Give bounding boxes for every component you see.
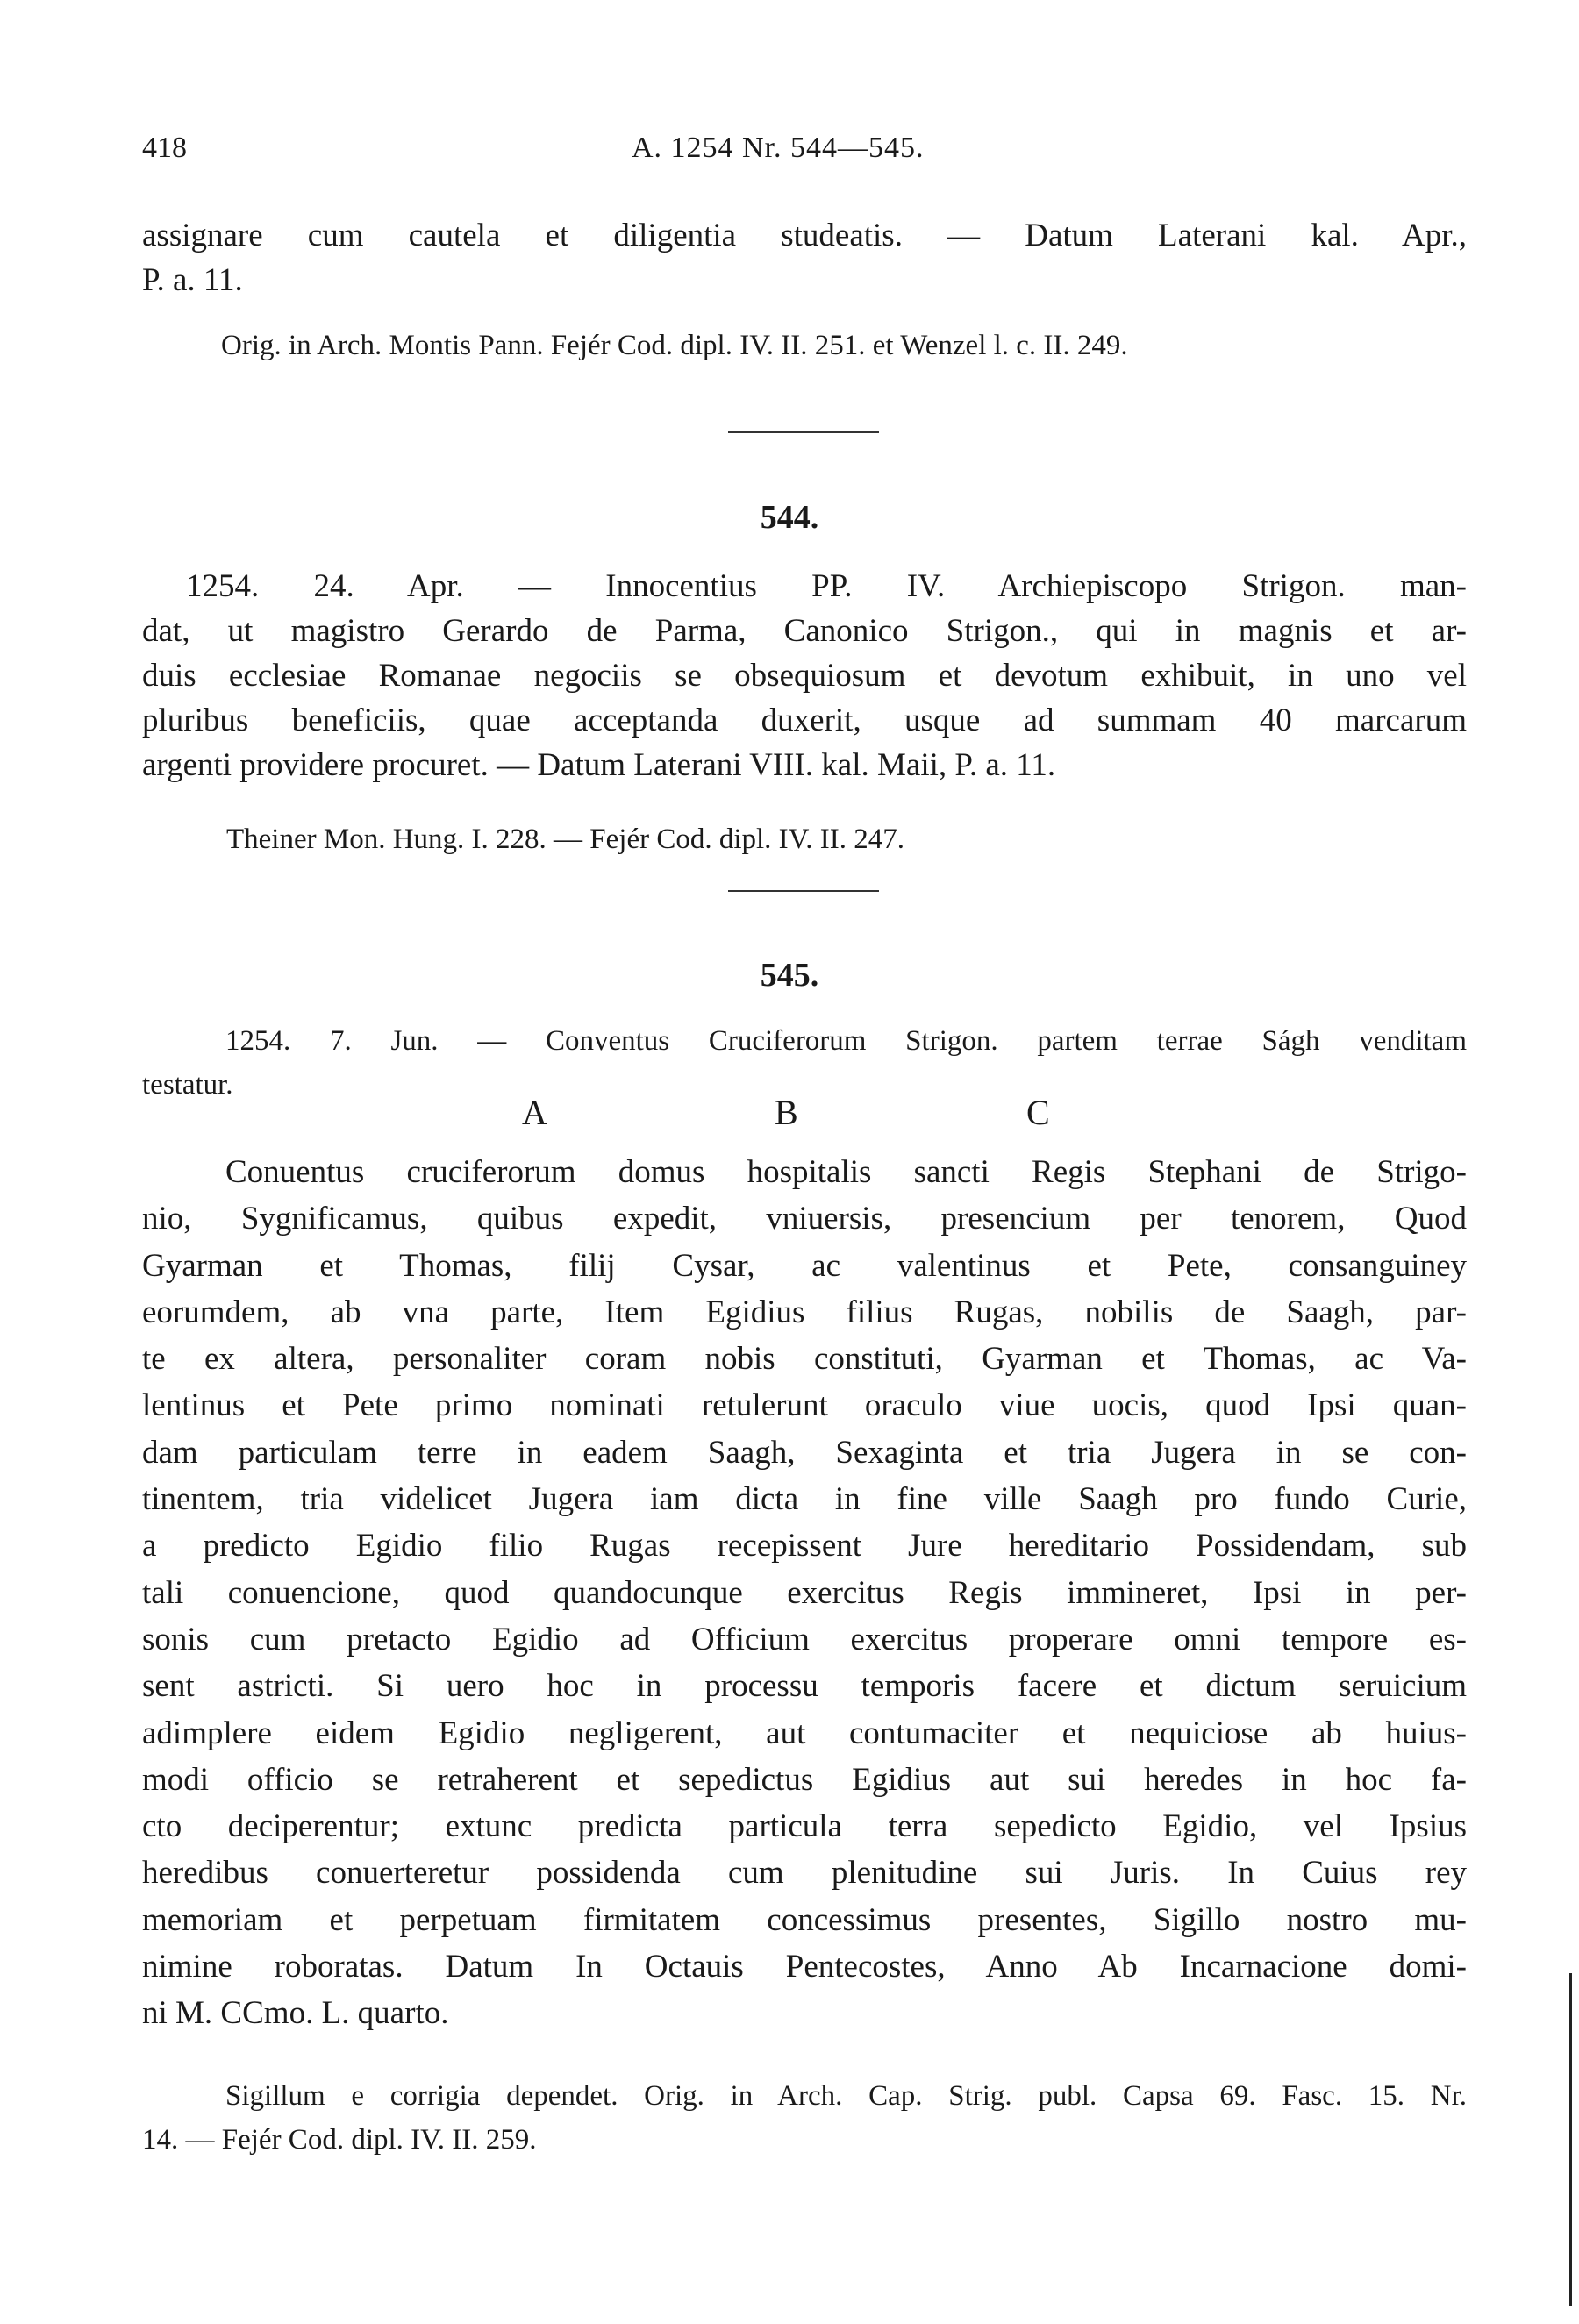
text-line: eorumdem, ab vna parte, Item Egidius filius Rugas, nobilis de Saagh, par- xyxy=(142,1294,1467,1330)
text-line: heredibus conuerteretur possidenda cum plenitudine sui Juris. In Cuius rey xyxy=(142,1855,1467,1892)
text-line: ni M. CCmo. L. quarto. xyxy=(142,1995,449,2032)
separator-rule xyxy=(728,890,879,892)
text-line: a predicto Egidio filio Rugas recepissent Jure hereditario Possidendam, sub xyxy=(142,1528,1467,1565)
page-header xyxy=(132,132,1465,175)
summary-line: 1254. 7. Jun. — Conventus Cruciferorum Strigon. partem terrae Ságh venditam xyxy=(225,1025,1467,1057)
text-line: 1254. 24. Apr. — Innocentius PP. IV. Archiepiscopo Strigon. man- xyxy=(186,568,1467,604)
prev-entry-citation xyxy=(221,324,1467,367)
entry-number-545: 545. xyxy=(760,957,819,994)
manuscript-siglum-c: C xyxy=(1026,1093,1050,1132)
text-line: P. a. 11. xyxy=(142,262,243,298)
note-line: Sigillum e corrigia dependet. Orig. in Arch. Cap. Strig. publ. Capsa 69. Fasc. 15. Nr. xyxy=(225,2080,1467,2112)
text-line: pluribus beneficiis, quae acceptanda duxerit, usque ad summam 40 marcarum xyxy=(142,702,1467,738)
text-line: modi officio se retraherent et sepedictus Egidius aut sui heredes in hoc fa- xyxy=(142,1761,1467,1798)
text-line: argenti providere procuret. — Datum Laterani VIII. kal. Maii, P. a. 11. xyxy=(142,747,1056,783)
manuscript-siglum-a: A xyxy=(522,1093,547,1132)
manuscript-siglum-b: B xyxy=(775,1093,798,1132)
text-line: nimine roboratas. Datum In Octauis Pentecostes, Anno Ab Incarnacione domi- xyxy=(142,1949,1467,1985)
text-line: te ex altera, personaliter coram nobis constituti, Gyarman et Thomas, ac Va- xyxy=(142,1341,1467,1378)
separator-rule xyxy=(728,431,879,433)
text-line: tinentem, tria videlicet Jugera iam dicta in fine ville Saagh pro fundo Curie, xyxy=(142,1481,1467,1518)
text-line: sent astricti. Si uero hoc in processu temporis facere et dictum seruicium xyxy=(142,1668,1467,1705)
prev-entry-text xyxy=(142,213,1467,303)
text-line: cto deciperentur; extunc predicta particula terra sepedicto Egidio, vel Ipsius xyxy=(142,1808,1467,1845)
text-line: Conuentus cruciferorum domus hospitalis sancti Regis Stephani de Strigo- xyxy=(225,1154,1467,1190)
text-line: lentinus et Pete primo nominati retulerunt oraculo viue uocis, quod Ipsi quan- xyxy=(142,1387,1467,1424)
text-line: memoriam et perpetuam firmitatem concessimus presentes, Sigillo nostro mu- xyxy=(142,1901,1467,1938)
page-edge-mark xyxy=(1566,1973,1572,2306)
text-line: assignare cum cautela et diligentia studeatis. — Datum Laterani kal. Apr., xyxy=(142,217,1467,253)
text-line: adimplere eidem Egidio negligerent, aut contumaciter et nequiciose ab huius- xyxy=(142,1714,1467,1751)
text-line: dat, ut magistro Gerardo de Parma, Canonico Strigon., qui in magnis et ar- xyxy=(142,613,1467,649)
citation-line: Theiner Mon. Hung. I. 228. — Fejér Cod. dipl. IV. II. 247. xyxy=(226,823,904,855)
text-line: nio, Sygnificamus, quibus expedit, vniuersis, presencium per tenorem, Quod xyxy=(142,1201,1467,1237)
entry-545-summary xyxy=(142,1019,1467,1107)
running-head: A. 1254 Nr. 544—545. xyxy=(632,132,925,164)
text-line: sonis cum pretacto Egidio ad Officium exercitus properare omni tempore es- xyxy=(142,1621,1467,1657)
note-line: 14. — Fejér Cod. dipl. IV. II. 259. xyxy=(142,2124,537,2156)
entry-544-citation xyxy=(226,818,1472,860)
entry-545-notes xyxy=(142,2074,1467,2162)
summary-line: testatur. xyxy=(142,1069,233,1101)
text-line: tali conuencione, quod quandocunque exercitus Regis immineret, Ipsi in per- xyxy=(142,1574,1467,1611)
text-line: dam particulam terre in eadem Saagh, Sexaginta et tria Jugera in se con- xyxy=(142,1434,1467,1471)
page-number: 418 xyxy=(142,132,187,164)
text-line: duis ecclesiae Romanae negociis se obsequiosum et devotum exhibuit, in uno vel xyxy=(142,658,1467,694)
citation-line: Orig. in Arch. Montis Pann. Fejér Cod. dipl. IV. II. 251. et Wenzel l. c. II. 249. xyxy=(221,330,1128,361)
entry-number-544: 544. xyxy=(760,499,819,536)
entry-544-text xyxy=(142,564,1467,788)
entry-545-text xyxy=(142,1149,1467,2037)
text-line: Gyarman et Thomas, filij Cysar, ac valentinus et Pete, consanguiney xyxy=(142,1247,1467,1284)
